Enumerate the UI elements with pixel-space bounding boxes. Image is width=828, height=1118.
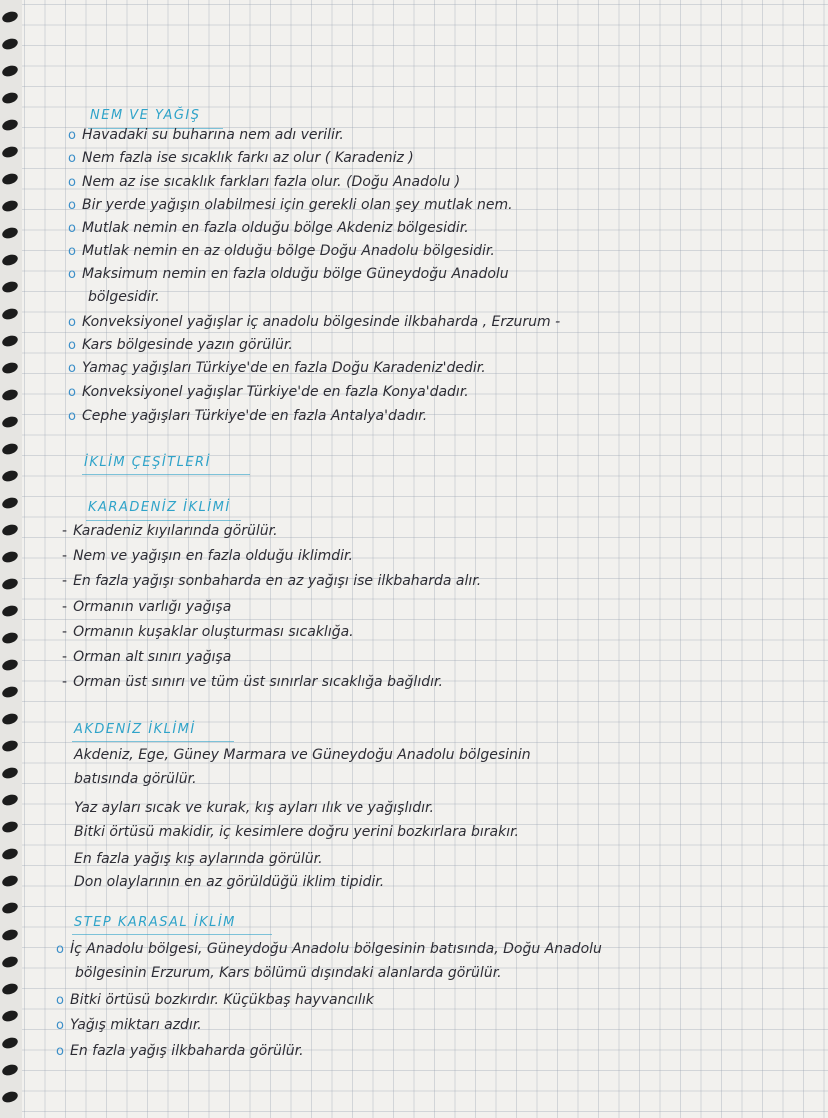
note-line — [68, 219, 469, 238]
bullet-dash: - — [62, 548, 68, 564]
note-line — [74, 823, 519, 841]
bullet-circle: o — [68, 361, 76, 376]
note-line — [74, 770, 197, 788]
bullet-circle: o — [68, 267, 76, 282]
bullet-circle: o — [68, 385, 76, 400]
note-line — [56, 991, 374, 1010]
note-text: Havadaki su buharına nem adı verilir. — [81, 127, 344, 143]
note-text: En fazla yağış kış aylarında görülür. — [74, 851, 323, 867]
note-text: Konveksiyonel yağışlar Türkiye'de en fazla Konya'dadır. — [81, 384, 469, 400]
bullet-dash: - — [62, 523, 68, 539]
note-line — [68, 313, 560, 332]
note-text: Bitki örtüsü bozkırdır. Küçükbaş hayvancılık — [69, 992, 374, 1008]
note-line — [68, 359, 486, 378]
note-text: Nem fazla ise sıcaklık farkı az olur ( Karadeniz ) — [81, 150, 414, 166]
note-text: Don olaylarının en az görüldüğü iklim tipidir. — [74, 874, 385, 890]
note-line — [56, 1016, 202, 1035]
note-text: En fazla yağışı sonbaharda en az yağışı ise ilkbaharda alır. — [73, 573, 482, 589]
note-line — [68, 173, 460, 192]
bullet-circle: o — [68, 244, 76, 259]
note-text: Konveksiyonel yağışlar iç anadolu bölgesinde ilkbaharda , Erzurum - — [81, 314, 561, 330]
note-line — [56, 1042, 304, 1061]
note-line — [62, 648, 231, 666]
note-line — [62, 572, 481, 590]
bullet-circle: o — [68, 221, 76, 236]
note-text: Yağış miktarı azdır. — [69, 1017, 202, 1033]
note-text: Maksimum nemin en fazla olduğu bölge Güneydoğu Anadolu — [81, 266, 509, 282]
note-line — [68, 126, 344, 145]
note-line — [74, 799, 434, 817]
section-heading-step: STEP KARASAL İKLİM — [74, 915, 236, 930]
bullet-dash: - — [62, 599, 68, 615]
note-line — [56, 940, 602, 959]
note-text: Orman üst sınırı ve tüm üst sınırlar sıcaklığa bağlıdır. — [73, 674, 443, 690]
bullet-circle: o — [56, 993, 64, 1008]
note-text: Kars bölgesinde yazın görülür. — [81, 337, 293, 353]
bullet-circle: o — [68, 315, 76, 330]
note-line — [62, 673, 443, 691]
note-line — [62, 623, 354, 641]
bullet-circle: o — [56, 1018, 64, 1033]
note-text: Bitki örtüsü makidir, iç kesimlere doğru yerini bozkırlara bırakır. — [74, 824, 520, 840]
note-text: batısında görülür. — [74, 771, 197, 787]
heading-underline — [72, 741, 234, 742]
note-text: Ormanın varlığı yağışa — [73, 599, 232, 615]
note-text: Bir yerde yağışın olabilmesi için gerekli olan şey mutlak nem. — [81, 197, 513, 213]
bullet-circle: o — [56, 1044, 64, 1059]
note-line — [68, 407, 427, 426]
bullet-circle: o — [68, 128, 76, 143]
note-text: Yamaç yağışları Türkiye'de en fazla Doğu Karadeniz'dedir. — [81, 360, 486, 376]
note-text: bölgesidir. — [88, 289, 160, 305]
note-text: Mutlak nemin en fazla olduğu bölge Akdeniz bölgesidir. — [81, 220, 469, 236]
note-text: Karadeniz kıyılarında görülür. — [73, 523, 278, 539]
bullet-circle: o — [68, 175, 76, 190]
bullet-circle: o — [56, 942, 64, 957]
section-heading-akdeniz: AKDENİZ İKLİMİ — [74, 722, 196, 737]
note-line — [68, 196, 513, 215]
heading-underline — [72, 934, 272, 935]
note-line — [74, 850, 323, 868]
note-text: En fazla yağış ilkbaharda görülür. — [69, 1043, 304, 1059]
bullet-circle: o — [68, 151, 76, 166]
note-line — [62, 547, 353, 565]
note-line — [74, 746, 531, 764]
note-line — [62, 598, 231, 616]
section-heading-iklim-cesitleri: İKLİM ÇEŞİTLERİ — [84, 455, 211, 470]
note-text: bölgesinin Erzurum, Kars bölümü dışındaki alanlarda görülür. — [75, 965, 502, 981]
note-text: Nem ve yağışın en fazla olduğu iklimdir. — [73, 548, 353, 564]
note-text: Orman alt sınırı yağışa — [73, 649, 232, 665]
bullet-dash: - — [62, 573, 68, 589]
section-heading-karadeniz: KARADENİZ İKLİMİ — [88, 500, 231, 515]
bullet-dash: - — [62, 674, 68, 690]
note-text: Nem az ise sıcaklık farkları fazla olur. (Doğu Anadolu ) — [81, 174, 461, 190]
section-heading-nem: NEM VE YAĞIŞ — [90, 108, 201, 123]
note-line — [74, 873, 384, 891]
note-text: Ormanın kuşaklar oluşturması sıcaklığa. — [73, 624, 354, 640]
note-line — [68, 149, 414, 168]
bullet-dash: - — [62, 624, 68, 640]
note-line — [68, 336, 293, 355]
note-line — [68, 242, 495, 261]
note-text: Cephe yağışları Türkiye'de en fazla Antalya'dadır. — [81, 408, 428, 424]
bullet-circle: o — [68, 409, 76, 424]
note-text: Mutlak nemin en az olduğu bölge Doğu Anadolu bölgesidir. — [81, 243, 495, 259]
bullet-circle: o — [68, 338, 76, 353]
heading-underline — [86, 520, 241, 521]
note-line — [62, 522, 278, 540]
note-text: İç Anadolu bölgesi, Güneydoğu Anadolu bölgesinin batısında, Doğu Anadolu — [69, 941, 602, 957]
note-text: Akdeniz, Ege, Güney Marmara ve Güneydoğu Anadolu bölgesinin — [74, 747, 531, 763]
bullet-circle: o — [68, 198, 76, 213]
note-line — [68, 383, 469, 402]
bullet-dash: - — [62, 649, 68, 665]
note-line-continuation — [88, 288, 160, 306]
note-text: Yaz ayları sıcak ve kurak, kış ayları ılık ve yağışlıdır. — [74, 800, 434, 816]
note-line — [68, 265, 509, 284]
heading-underline — [82, 474, 250, 475]
note-line-continuation — [75, 964, 502, 982]
